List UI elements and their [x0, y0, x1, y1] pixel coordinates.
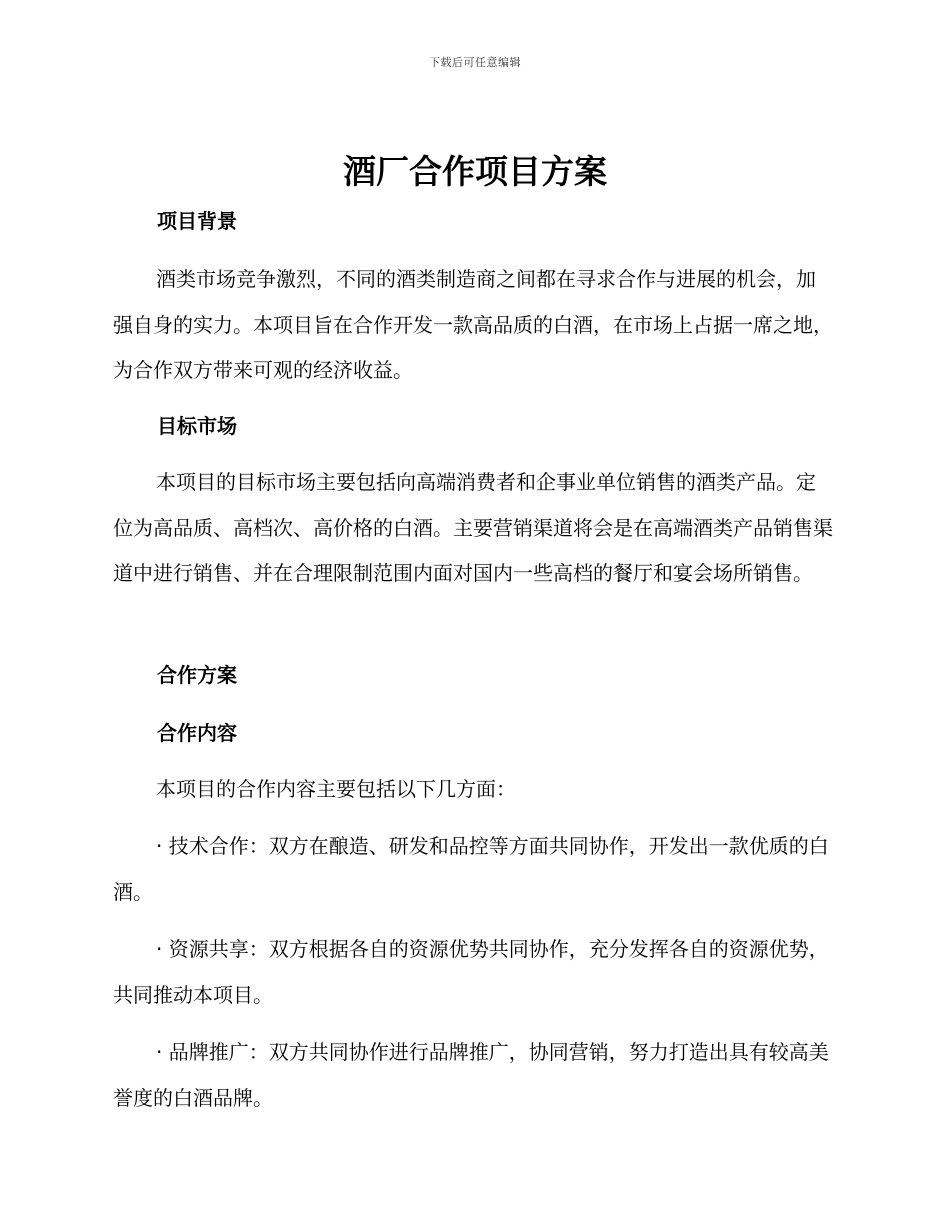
- section-heading-target-market: 目标市场: [157, 414, 237, 438]
- list-item: · 品牌推广：双方共同协作进行品牌推广，协同营销，努力打造出具有较高美誉度的白酒品牌。: [113, 1040, 829, 1110]
- section-heading-background: 项目背景: [157, 209, 237, 233]
- paragraph-target-market: 本项目的目标市场主要包括向高端消费者和企事业单位销售的酒类产品。定位为高品质、高档次、高价格的白酒。主要营销渠道将会是在高端酒类产品销售渠道中进行销售、并在合理限制范围内面对国内一些高档的餐厅和宴会场所销售。: [113, 470, 833, 585]
- section-heading-cooperation-content: 合作内容: [157, 721, 237, 745]
- list-item: · 技术合作：双方在酿造、研发和品控等方面共同协作，开发出一款优质的白酒。: [113, 834, 829, 904]
- section-heading-cooperation-plan: 合作方案: [157, 663, 237, 687]
- paragraph-cooperation-intro: 本项目的合作内容主要包括以下几方面：: [156, 777, 516, 801]
- header-note: 下载后可任意编辑: [429, 56, 521, 69]
- list-item: · 资源共享：双方根据各自的资源优势共同协作，充分发挥各自的资源优势，共同推动本项目。: [113, 937, 829, 1007]
- paragraph-background: 酒类市场竞争激烈，不同的酒类制造商之间都在寻求合作与进展的机会，加强自身的实力。本项目旨在合作开发一款高品质的白酒，在市场上占据一席之地，为合作双方带来可观的经济收益。: [113, 267, 833, 382]
- document-title: 酒厂合作项目方案: [343, 152, 607, 191]
